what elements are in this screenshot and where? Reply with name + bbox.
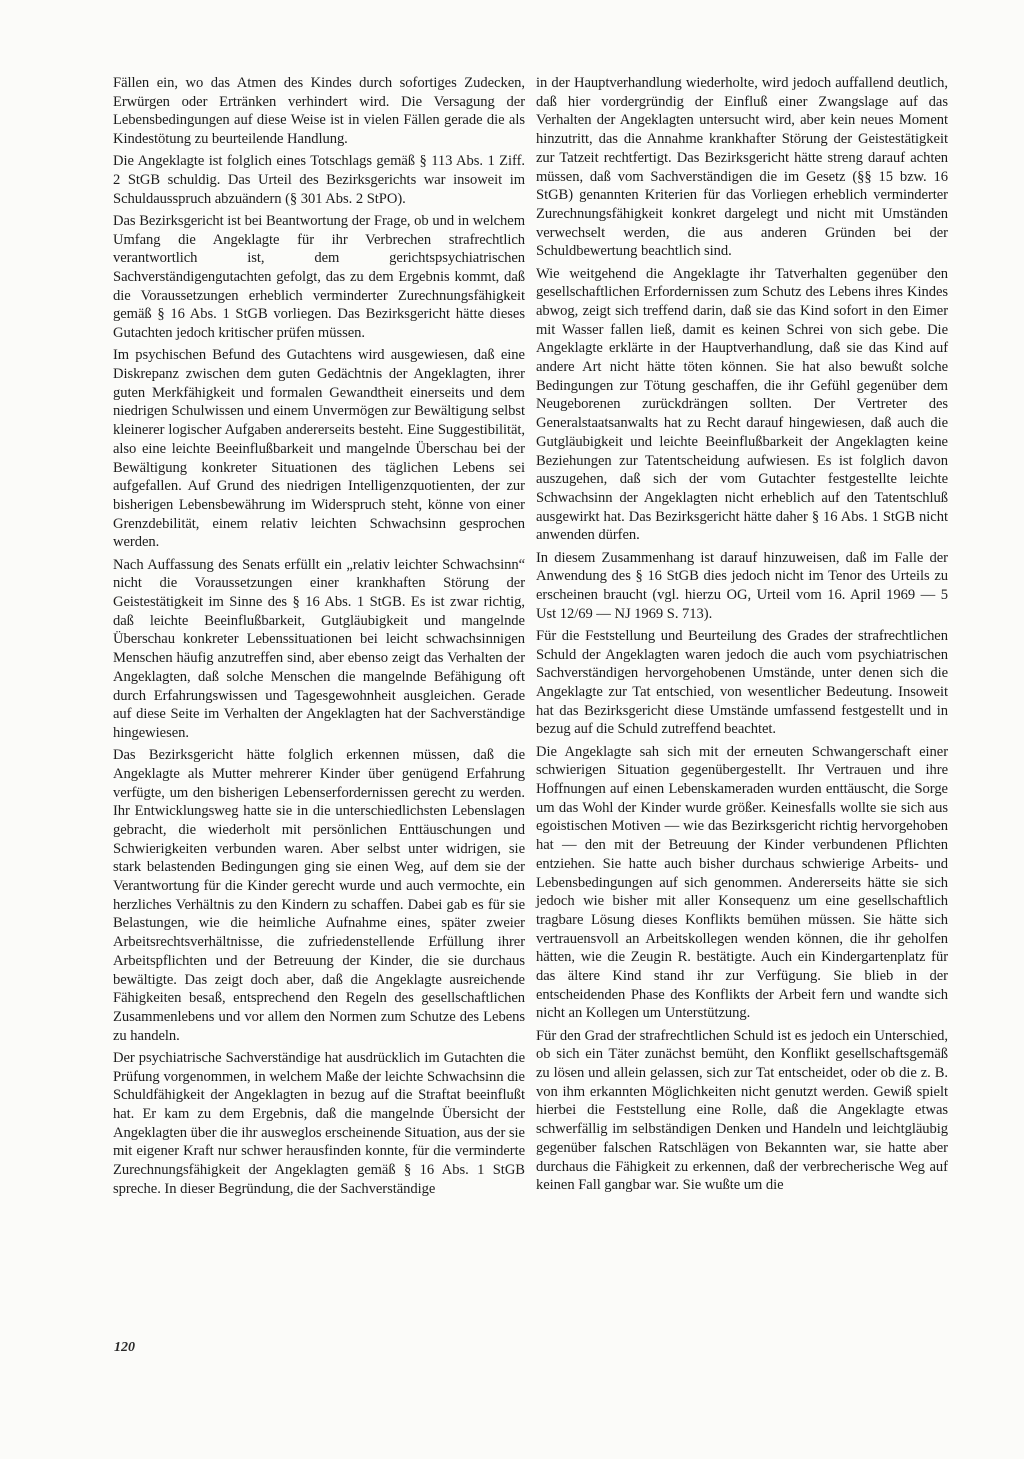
- paragraph: Nach Auffassung des Senats erfüllt ein „relativ leichter Schwachsinn“ nicht die Voraussetzungen einer krankhaften Störung der Geistestätigkeit im Sinne des § 16 Abs. 1 StGB. Es ist zwar richtig, daß leichte Beeinflußbarkeit, Gutgläubigkeit und mangelnde Überschau konkreter Lebenssituationen bei leicht schwachsinnigen Menschen häufig anzutreffen sind, aber ebenso zeigt das Verhalten der Angeklagten, daß solche Menschen die mangelnde Befähigung oft durch Erfahrungswissen und Tagesgewohnheit ausgleichen. Gerade auf diese Seite im Verhalten der Angeklagten hat der Sachverständige hingewiesen.: [113, 556, 525, 741]
- paragraph: Das Bezirksgericht ist bei Beantwortung der Frage, ob und in welchem Umfang die Angeklagte für ihr Verbrechen strafrechtlich verantwortlich ist, dem gerichtspsychiatrischen Sachverständigengutachten gefolgt, das zu dem Ergebnis kommt, daß die Voraussetzungen erheblich verminderter Zurechnungsfähigkeit gemäß § 16 Abs. 1 StGB vorliegen. Das Bezirksgericht hätte dieses Gutachten jedoch kritischer prüfen müssen.: [113, 212, 525, 342]
- page-number: 120: [114, 1340, 135, 1355]
- paragraph: Für den Grad der strafrechtlichen Schuld ist es jedoch ein Unterschied, ob sich ein Täter zunächst bemüht, den Konflikt gesellschaftsgemäß zu lösen und allein gelassen, sich zur Tat entscheidet, oder ob die z. B. von ihm erkannten Möglichkeiten nicht genutzt werden. Gewiß spielt hierbei die Feststellung eine Rolle, daß die Angeklagte etwas schwerfällig im selbständigen Denken und Handeln und leichtgläubig gegenüber falschen Ratschlägen von Bekannten war, sie hatte aber durchaus die Fähigkeit zu erkennen, daß der verbrecherische Weg auf keinen Fall gangbar war. Sie wußte um die: [536, 1027, 948, 1194]
- paragraph: in der Hauptverhandlung wiederholte, wird jedoch auffallend deutlich, daß hier vordergründig der Einfluß einer Zwangslage auf das Verhalten der Angeklagten untersucht wird, aber kein neues Moment hinzutritt, das die Annahme krankhafter Störung der Geistestätigkeit zur Tatzeit rechtfertigt. Das Bezirksgericht hätte streng darauf achten müssen, daß vom Sachverständigen die im Gesetz (§§ 15 bzw. 16 StGB) genannten Kriterien für das Vorliegen erheblich verminderter Zurechnungsfähigkeit konkret dargelegt und nicht mit Umständen verwechselt werden, die aus anderen Gründen bei der Schuldbewertung beachtlich sind.: [536, 75, 948, 260]
- paragraph: Das Bezirksgericht hätte folglich erkennen müssen, daß die Angeklagte als Mutter mehrerer Kinder über genügend Erfahrung verfügte, um den bisherigen Lebenserfordernissen gerecht zu werden. Ihr Entwicklungsweg hatte sie in die unterschiedlichsten Lebenslagen gebracht, die wiederholt mit persönlichen Enttäuschungen und Schwierigkeiten verbunden waren. Aber selbst unter widrigen, sie stark belastenden Bedingungen ging sie einen Weg, auf dem sie der Verantwortung für die Kinder gerecht wurde und auch vermochte, ein herzliches Verhältnis zu den Kindern zu schaffen. Dabei gab es für sie Belastungen, wie die heimliche Aufnahme eines, später zweier Arbeitsrechtsverhältnisse, die zufriedenstellende Erfüllung ihrer Arbeitspflichten und der Betreuung der Kinder, die sie durchaus bewältigte. Das zeigt doch aber, daß die Angeklagte ausreichende Fähigkeiten besaß, entsprechend den Regeln des gesellschaftlichen Zusammenlebens und vor allem den Normen zum Schutze des Lebens zu handeln.: [113, 747, 525, 1044]
- paragraph: Die Angeklagte ist folglich eines Totschlags gemäß § 113 Abs. 1 Ziff. 2 StGB schuldig. Das Urteil des Bezirksgerichts war insoweit im Schuldausspruch abzuändern (§ 301 Abs. 2 StPO).: [113, 153, 525, 207]
- paragraph: Im psychischen Befund des Gutachtens wird ausgewiesen, daß eine Diskrepanz zwischen dem guten Gedächtnis der Angeklagten, ihrer guten Merkfähigkeit und formalen Gewandtheit einerseits und dem niedrigen Schulwissen und einem Unvermögen zur Bewältigung selbst kleinerer logischer Aufgaben andererseits besteht. Eine Suggestibilität, also eine leichte Beeinflußbarkeit und mangelnde Überschau bei der Bewältigung konkreter Situationen des täglichen Lebens sei aufgefallen. Auf Grund des niedrigen Intelligenzquotienten, der zur bisherigen Lebensbewährung im Widerspruch steht, könne von einer Grenzdebilität, einem relativ leichten Schwachsinn gesprochen werden.: [113, 347, 525, 551]
- right-text-column: [536, 74, 948, 1198]
- paragraph: Die Angeklagte sah sich mit der erneuten Schwangerschaft einer schwierigen Situation gegenübergestellt. Ihr Vertrauen und ihre Hoffnungen auf einen Lebenskameraden wurden enttäuscht, die Sorge um das Wohl der Kinder wurde größer. Keinesfalls wollte sie sich aus egoistischen Motiven — wie das Bezirksgericht richtig hervorgehoben hat — den mit der Betreuung der Kinder verbundenen Pflichten entziehen. Sie hatte auch bisher durchaus schwierige Arbeits- und Lebensbedingungen auf sich genommen. Andererseits hätte sie sich jedoch wie bisher mit aller Konsequenz um eine gesellschaftlich tragbare Lösung dieses Konflikts bemühen müssen. Sie hätte sich vertrauensvoll an Arbeitskollegen wenden können, die ihr geholfen hätten, wie die Zeugin R. bestätigte. Auch ein Kindergartenplatz für das ältere Kind stand ihr zur Verfügung. Sie blieb in der entscheidenden Phase des Konflikts der Arbeit fern und wandte sich nicht an Kollegen um Unterstützung.: [536, 743, 948, 1022]
- paragraph: Wie weitgehend die Angeklagte ihr Tatverhalten gegenüber den gesellschaftlichen Erfordernissen zum Schutz des Lebens ihres Kindes abwog, zeigt sich treffend darin, daß sie das Kind sofort in den Eimer mit Wasser fallen ließ, damit es keinen Schrei von sich gebe. Die Angeklagte erklärte in der Hauptverhandlung, daß sie das Kind auf andere Art nicht hätte töten können. Sie hat also bewußt solche Bedingungen zur Tötung geschaffen, die ihr Gefühl gegenüber dem Neugeborenen zurückdrängen sollten. Der Vertreter des Generalstaatsanwalts hat zu Recht darauf hingewiesen, daß auch die Gutgläubigkeit und leichte Beeinflußbarkeit der Angeklagten keine Beziehungen zur Tatentscheidung aufwiesen. Es ist folglich davon auszugehen, daß sich der vom Gutachter festgestellte leichte Schwachsinn der Angeklagten nicht erheblich auf den Tatentschluß ausgewirkt hat. Das Bezirksgericht hätte daher § 16 Abs. 1 StGB nicht anwenden dürfen.: [536, 265, 948, 544]
- left-text-column: [113, 74, 525, 1202]
- paragraph: Für die Feststellung und Beurteilung des Grades der strafrechtlichen Schuld der Angeklagten waren jedoch die auch vom psychiatrischen Sachverständigen hervorgehobenen Umstände, unter denen sich die Angeklagte zur Tat entschied, von wesentlicher Bedeutung. Insoweit hat das Bezirksgericht diese Umstände umfassend festgestellt und in bezug auf die Schuld zutreffend beachtet.: [536, 627, 948, 738]
- paragraph: Der psychiatrische Sachverständige hat ausdrücklich im Gutachten die Prüfung vorgenommen, in welchem Maße der leichte Schwachsinn die Schuldfähigkeit der Angeklagten in bezug auf die Straftat beeinflußt hat. Er kam zu dem Ergebnis, daß die mangelnde Übersicht der Angeklagten über die ihr ausweglos erscheinende Situation, aus der sie mit eigener Kraft nur schwer herausfinden konnte, für die verminderte Zurechnungsfähigkeit der Angeklagten gemäß § 16 Abs. 1 StGB spreche. In dieser Begründung, die der Sachverständige: [113, 1049, 525, 1197]
- paragraph: In diesem Zusammenhang ist darauf hinzuweisen, daß im Falle der Anwendung des § 16 StGB dies jedoch nicht im Tenor des Urteils zu erscheinen braucht (vgl. hierzu OG, Urteil vom 16. April 1969 — 5 Ust 12/69 — NJ 1969 S. 713).: [536, 549, 948, 622]
- paragraph: Fällen ein, wo das Atmen des Kindes durch sofortiges Zudecken, Erwürgen oder Ertränken verhindert wird. Die Versagung der Lebensbedingungen auf diese Weise ist in vielen Fällen gerade die als Kindestötung zu beurteilende Handlung.: [113, 75, 525, 148]
